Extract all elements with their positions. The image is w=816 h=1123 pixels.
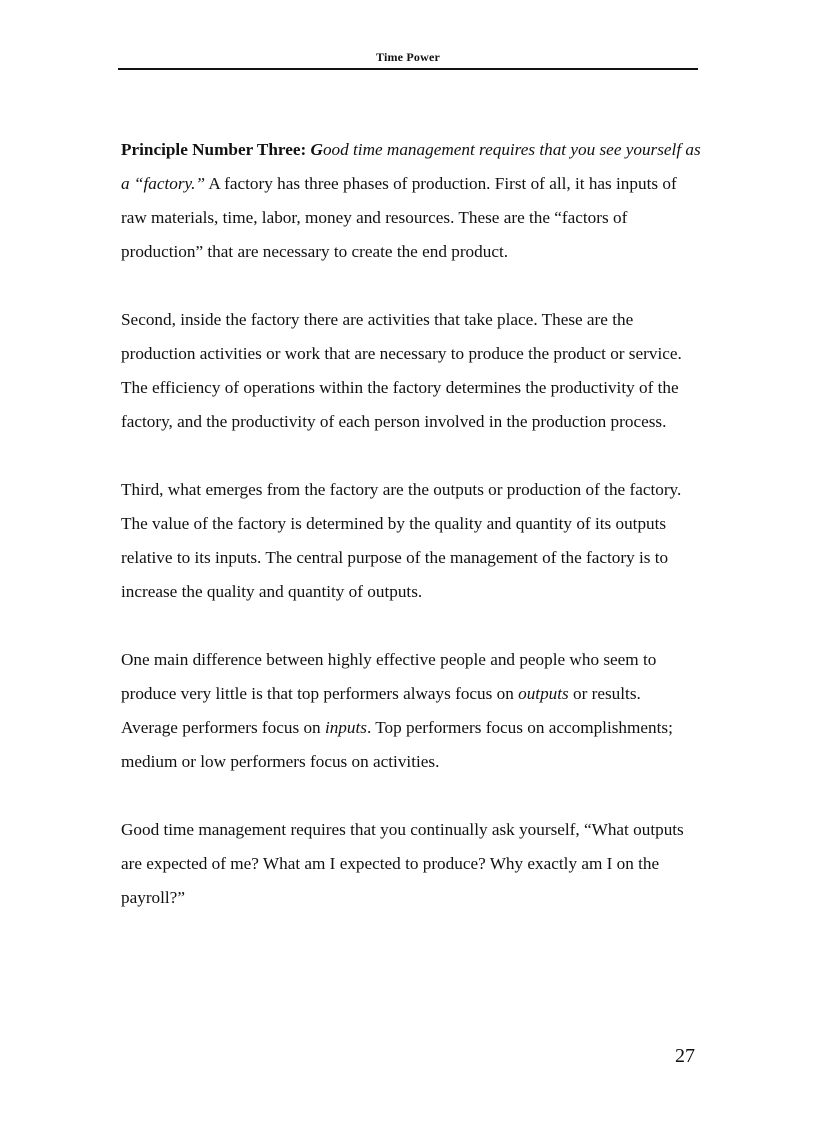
- emphasis-inputs: inputs: [324, 718, 367, 737]
- paragraph-good-time-management: Good time management requires that you continually ask yourself, “What outputs are expected of me? What am I expected to produce? Why exactly am I on the payroll?”: [121, 820, 684, 907]
- running-header: Time Power: [375, 50, 441, 64]
- difference-text-2: or results. Average performers focus on: [121, 684, 641, 737]
- paragraph-second: Second, inside the factory there are activities that take place. These are the production activities or work that are necessary to produce the product or service. The efficiency of operations within the factory determines the productivity of the factory, and the productivity of each person involved in the production process.: [121, 310, 682, 431]
- principle-initial: G: [310, 140, 323, 159]
- principle-statement: ood time management requires that you see yourself as a “factory.”: [121, 140, 701, 193]
- difference-text-1: One main difference between highly effective people and people who seem to produce very little is that top performers always focus on: [121, 650, 657, 703]
- emphasis-outputs: outputs: [518, 684, 569, 703]
- paragraph-third: Third, what emerges from the factory are the outputs or production of the factory. The value of the factory is determined by the quality and quantity of its outputs relative to its inputs. The central purpose of the management of the factory is to increase the quality and quantity of outputs.: [121, 480, 682, 601]
- header-rule: [118, 68, 698, 70]
- principle-label: Principle Number Three:: [121, 140, 311, 159]
- body-text: [121, 133, 701, 949]
- page-number: 27: [675, 1045, 695, 1067]
- paragraph-principle-three: [121, 133, 701, 269]
- difference-text-3: . Top performers focus on accomplishments; medium or low performers focus on activities.: [121, 718, 673, 771]
- paragraph-difference: [121, 643, 701, 779]
- principle-explanation: A factory has three phases of production. First of all, it has inputs of raw materials, time, labor, money and resources. These are the “factors of production” that are necessary to create the end product.: [121, 174, 677, 261]
